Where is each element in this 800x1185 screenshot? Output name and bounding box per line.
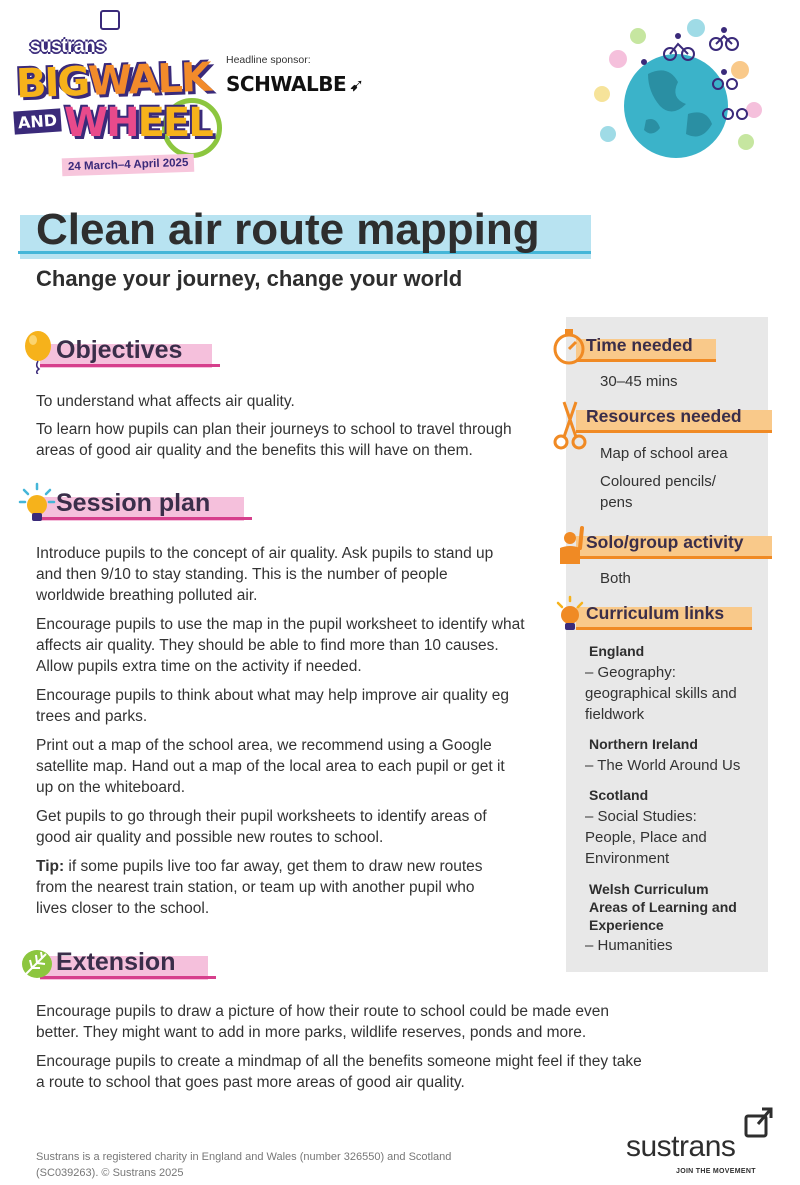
bird-icon: ➹ xyxy=(349,75,364,96)
curriculum-england-label: England xyxy=(589,643,645,659)
objectives-paragraph-2: To learn how pupils can plan their journeys to school to travel through areas of good air quality and the benefits this will have on them. xyxy=(36,421,512,459)
sponsor-logo: SCHWALBE ➹ xyxy=(226,72,364,96)
stopwatch-icon xyxy=(552,327,588,367)
page-title: Clean air route mapping xyxy=(36,205,540,254)
event-dates: 24 March–4 April 2025 xyxy=(62,154,195,177)
arrow-box-icon xyxy=(744,1104,774,1140)
time-needed-value: 30–45 mins xyxy=(600,373,678,390)
curriculum-wales-label: Welsh Curriculum Areas of Learning and Experience xyxy=(589,881,737,933)
extension-paragraph-1: Encourage pupils to draw a picture of how their route to school could be made even better. They might want to add in more parks, wildlife reserves, ponds and more. xyxy=(36,1003,609,1041)
person-raising-hand-icon xyxy=(552,524,588,564)
globe-illustration xyxy=(578,14,778,164)
tip-text: if some pupils live too far away, get them to draw new routes from the nearest train station, or team up with another pupil who lives closer to the school. xyxy=(36,858,483,917)
extension-heading: Extension xyxy=(18,940,208,986)
tip-label: Tip: xyxy=(36,858,65,875)
sponsor-label: Headline sponsor: xyxy=(226,54,311,66)
leaf-icon xyxy=(18,940,56,986)
curriculum-scotland-item: – Social Studies: People, Place and Environment xyxy=(585,808,707,867)
objectives-paragraph-1: To understand what affects air quality. xyxy=(36,393,295,410)
curriculum-ni-item: – The World Around Us xyxy=(585,757,741,774)
arrow-badge-icon xyxy=(100,10,120,30)
logo-line1: BIGWALK xyxy=(15,54,211,108)
lightbulb-icon xyxy=(552,595,588,635)
session-paragraph-5: Get pupils to go through their pupil worksheets to identify areas of good air quality and possible new routes to school. xyxy=(36,808,487,846)
balloon-icon xyxy=(18,328,56,374)
curriculum-scotland-label: Scotland xyxy=(589,787,649,803)
session-paragraph-2: Encourage pupils to use the map in the pupil worksheet to identify what affects air quality. They should be able to find more than 10 causes. Allow pupils extra time on the activity if needed. xyxy=(36,616,525,675)
page-subtitle: Change your journey, change your world xyxy=(36,266,463,291)
solo-group-heading: Solo/group activity xyxy=(552,524,782,564)
time-needed-heading: Time needed xyxy=(552,327,724,367)
extension-paragraph-2: Encourage pupils to create a mindmap of all the benefits someone might feel if they take a route to school that goes past more areas of good air quality. xyxy=(36,1053,642,1091)
session-paragraph-1: Introduce pupils to the concept of air quality. Ask pupils to stand up and then 9/10 to stay standing. This is the number of people worldwide breathing polluted air. xyxy=(36,545,494,604)
curriculum-ni-label: Northern Ireland xyxy=(589,736,698,752)
curriculum-england-item: – Geography: geographical skills and fieldwork xyxy=(585,664,737,723)
solo-group-value: Both xyxy=(600,570,631,587)
title-block xyxy=(18,205,591,260)
sustrans-logo: sustrans xyxy=(626,1130,736,1163)
logo-and: AND xyxy=(13,108,62,134)
resources-heading: Resources needed xyxy=(552,398,782,438)
session-paragraph-3: Encourage pupils to think about what may help improve air quality eg trees and parks. xyxy=(36,687,510,725)
session-paragraph-4: Print out a map of the school area, we recommend using a Google satellite map. Hand out a map of the local area to each pupil or get it up on the whiteboard. xyxy=(36,737,505,796)
curriculum-wales-item: – Humanities xyxy=(585,937,673,954)
big-walk-and-wheel-logo xyxy=(12,8,224,183)
scissors-icon xyxy=(552,398,588,450)
objectives-heading: Objectives xyxy=(18,328,212,374)
charity-note: Sustrans is a registered charity in England and Wales (number 326550) and Scotland (SC039263). © Sustrans 2025 xyxy=(36,1151,452,1179)
logo-brand: sustrans xyxy=(30,36,106,57)
curriculum-heading: Curriculum links xyxy=(552,595,772,635)
resource-item-1: Map of school area xyxy=(600,445,728,462)
session-plan-heading: Session plan xyxy=(18,481,244,527)
session-tip xyxy=(36,856,506,919)
sustrans-tagline: JOIN THE MOVEMENT xyxy=(676,1168,756,1175)
lightbulb-icon xyxy=(18,481,56,527)
logo-line2: WHEEL xyxy=(64,100,212,146)
resource-item-2: Coloured pencils/ pens xyxy=(600,473,716,511)
